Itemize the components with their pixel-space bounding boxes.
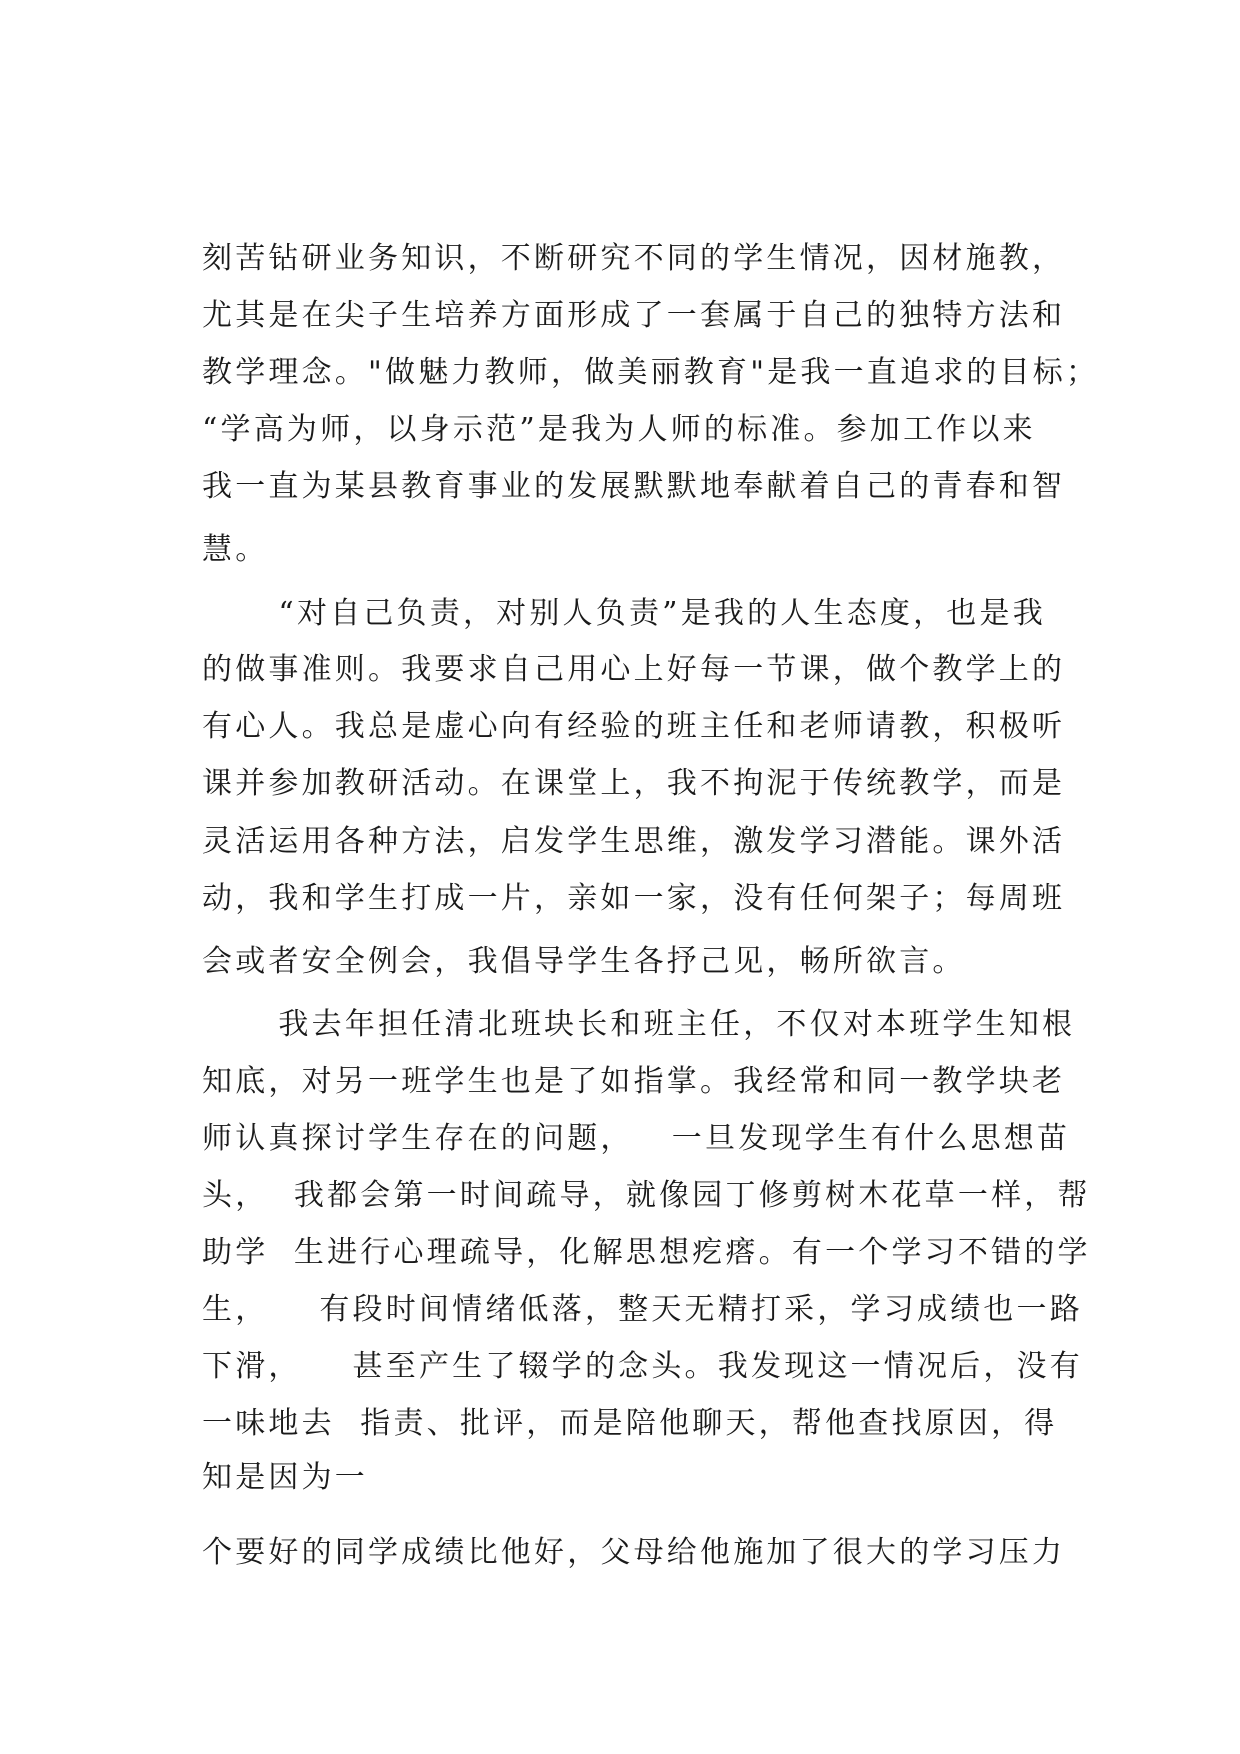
text-line: 头， 我都会第一时间疏导，就像园丁修剪树木花草一样，帮 (202, 1178, 1091, 1213)
text-line: “学高为师，以身示范”是我为人师的标准。参加工作以来 (202, 412, 1036, 447)
text-line: 刻苦钻研业务知识，不断研究不同的学生情况，因材施教， (202, 241, 1066, 276)
text-line: 知底，对另一班学生也是了如指掌。我经常和同一教学块老 (202, 1064, 1066, 1099)
text-line: 尤其是在尖子生培养方面形成了一套属于自己的独特方法和 (202, 298, 1066, 333)
text-line: 助学 生进行心理疏导，化解思想疙瘩。有一个学习不错的学 (202, 1235, 1091, 1270)
text-line: 知是因为一 (202, 1460, 368, 1495)
text-line: 灵活运用各种方法，启发学生思维，激发学习潜能。课外活 (202, 824, 1066, 859)
text-line: 师认真探讨学生存在的问题， 一旦发现学生有什么思想苗 (202, 1121, 1071, 1156)
text-line: 动，我和学生打成一片，亲如一家，没有任何架子；每周班 (202, 881, 1066, 916)
text-line: 个要好的同学成绩比他好，父母给他施加了很大的学习压力 (202, 1535, 1066, 1570)
text-line: 会或者安全例会，我倡导学生各抒己见，畅所欲言。 (202, 944, 966, 979)
text-line: 有心人。我总是虚心向有经验的班主任和老师请教，积极听 (202, 709, 1066, 744)
text-line: 我去年担任清北班块长和班主任，不仅对本班学生知根 (202, 1007, 1076, 1042)
text-line: 生， 有段时间情绪低落，整天无精打采，学习成绩也一路 (202, 1292, 1083, 1327)
text-line: 慧。 (202, 532, 269, 567)
text-line: 下滑， 甚至产生了辍学的念头。我发现这一情况后，没有 (202, 1349, 1083, 1384)
text-line: 教学理念。"做魅力教师，做美丽教育"是我一直追求的目标； (202, 355, 1100, 390)
text-line: 一味地去 指责、批评，而是陪他聊天，帮他查找原因，得 (202, 1406, 1058, 1441)
text-line: “对自己负责，对别人负责”是我的人生态度，也是我 (202, 596, 1046, 631)
text-line: 我一直为某县教育事业的发展默默地奉献着自己的青春和智 (202, 469, 1066, 504)
text-line: 的做事准则。我要求自己用心上好每一节课，做个教学上的 (202, 652, 1066, 687)
text-line: 课并参加教研活动。在课堂上，我不拘泥于传统教学，而是 (202, 766, 1066, 801)
